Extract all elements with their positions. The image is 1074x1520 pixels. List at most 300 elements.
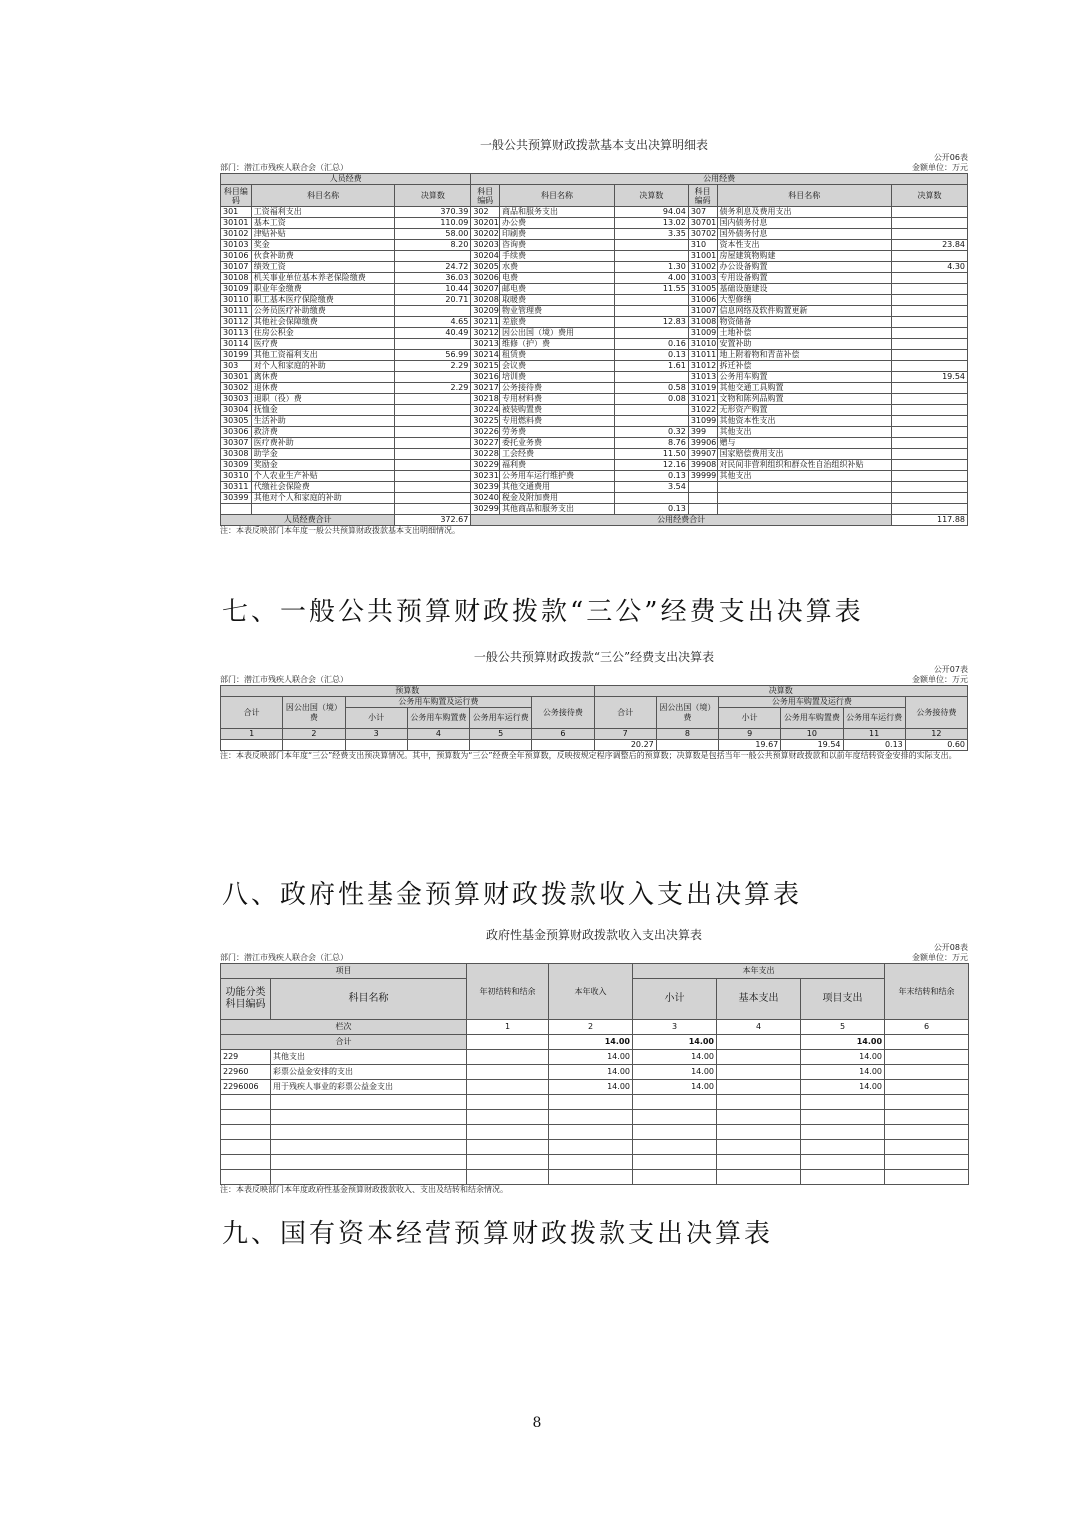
- name-cell: 税金及附加费用: [500, 493, 615, 504]
- name-cell: 退职（役）费: [251, 394, 395, 405]
- name-cell: 培训费: [500, 372, 615, 383]
- name-cell: 国家赔偿费用支出: [717, 449, 891, 460]
- empty-cell: [717, 1095, 801, 1110]
- name-cell: 其他工资福利支出: [251, 350, 395, 361]
- code-cell: 30106: [221, 251, 252, 262]
- empty-cell: [467, 1155, 549, 1170]
- name-cell: 地上附着物和青苗补偿: [717, 350, 891, 361]
- name-cell: 拆迁补偿: [717, 361, 891, 372]
- code-cell: [688, 504, 717, 515]
- amount-cell: 0.58: [614, 383, 688, 394]
- code-cell: 22960: [221, 1065, 271, 1080]
- code-cell: 30299: [471, 504, 500, 515]
- project-expense-header: 项目支出: [801, 979, 885, 1020]
- name-cell: 对个人和家庭的补助: [251, 361, 395, 372]
- table-code: 公开08表: [933, 943, 968, 952]
- total-value: [717, 1035, 801, 1050]
- amount-cell: [891, 295, 967, 306]
- name-cell: 电费: [500, 273, 615, 284]
- col-num: 10: [781, 729, 843, 740]
- code-cell: 30103: [221, 240, 252, 251]
- name-cell: 其他对个人和家庭的补助: [251, 493, 395, 504]
- car-buy-header: 公务用车购置费: [781, 708, 843, 729]
- amount-cell: 370.39: [395, 207, 471, 218]
- table-row: [221, 262, 968, 273]
- amount-cell: [395, 438, 471, 449]
- amount-cell: 94.04: [614, 207, 688, 218]
- car-run-header: 公务用车运行费: [470, 708, 532, 729]
- amount-cell: [891, 416, 967, 427]
- func-code-header: 功能分类科目编码: [221, 979, 271, 1020]
- amount-cell: [614, 251, 688, 262]
- project-header: 项目: [221, 964, 467, 979]
- amount-cell: [891, 471, 967, 482]
- table-row: [221, 1065, 969, 1080]
- amount-cell: [885, 1080, 969, 1095]
- code-cell: [688, 482, 717, 493]
- col-num: 1: [221, 729, 283, 740]
- code-cell: 39906: [688, 438, 717, 449]
- code-cell: 310: [688, 240, 717, 251]
- empty-row: [221, 1125, 969, 1140]
- name-cell: 对民间非营利组织和群众性自治组织补贴: [717, 460, 891, 471]
- code-cell: 30305: [221, 416, 252, 427]
- code-cell: 31021: [688, 394, 717, 405]
- table-note: 注：本表反映部门本年度政府性基金预算财政拨款收入、支出及结转和结余情况。: [220, 1185, 508, 1194]
- code-cell: 30226: [471, 427, 500, 438]
- col-num: 2: [283, 729, 345, 740]
- code-cell: 30213: [471, 339, 500, 350]
- reception-header: 公务接待费: [905, 697, 967, 729]
- empty-cell: [801, 1110, 885, 1125]
- empty-cell: [549, 1155, 633, 1170]
- amount-cell: [467, 1050, 549, 1065]
- value-row: [221, 740, 968, 751]
- code-cell: 30224: [471, 405, 500, 416]
- name-cell: 被装购置费: [500, 405, 615, 416]
- code-cell: 30203: [471, 240, 500, 251]
- total-value: 14.00: [549, 1035, 633, 1050]
- value-cell: [221, 740, 283, 751]
- amount-cell: 12.16: [614, 460, 688, 471]
- table-row: [221, 207, 968, 218]
- table-gov-fund-block: [220, 926, 968, 1195]
- table-body: [221, 207, 968, 515]
- code-cell: 301: [221, 207, 252, 218]
- empty-cell: [885, 1125, 969, 1140]
- name-cell: 助学金: [251, 449, 395, 460]
- col-num: 9: [719, 729, 781, 740]
- subtotal-header: 小计: [633, 979, 717, 1020]
- code-cell: 30102: [221, 229, 252, 240]
- table-row: [221, 416, 968, 427]
- amount-cell: [891, 218, 967, 229]
- table-row: [221, 438, 968, 449]
- amount-cell: 24.72: [395, 262, 471, 273]
- name-cell: 专用设备购置: [717, 273, 891, 284]
- amount-cell: [891, 273, 967, 284]
- amount-cell: [891, 306, 967, 317]
- code-cell: 31006: [688, 295, 717, 306]
- amount-cell: 0.08: [614, 394, 688, 405]
- amount-cell: [891, 229, 967, 240]
- table-row: [221, 372, 968, 383]
- code-cell: 30201: [471, 218, 500, 229]
- code-cell: 30202: [471, 229, 500, 240]
- code-cell: 30108: [221, 273, 252, 284]
- empty-cell: [801, 1170, 885, 1185]
- amount-cell: 2.29: [395, 383, 471, 394]
- name-cell: 维修（护）费: [500, 339, 615, 350]
- name-cell: 房屋建筑物购建: [717, 251, 891, 262]
- col-num: 4: [717, 1020, 801, 1035]
- amount-cell: [891, 207, 967, 218]
- empty-cell: [885, 1110, 969, 1125]
- name-cell: 其他社会保障缴费: [251, 317, 395, 328]
- name-cell: 职业年金缴费: [251, 284, 395, 295]
- empty-cell: [633, 1110, 717, 1125]
- name-cell: 办公费: [500, 218, 615, 229]
- unit: 金额单位：万元: [912, 953, 968, 962]
- column-label: 栏次: [221, 1020, 467, 1035]
- code-cell: 30399: [221, 493, 252, 504]
- code-cell: 30225: [471, 416, 500, 427]
- name-cell: 国内债务付息: [717, 218, 891, 229]
- code-cell: 31099: [688, 416, 717, 427]
- col-num: 1: [467, 1020, 549, 1035]
- name-cell: 工资福利支出: [251, 207, 395, 218]
- code-cell: 30110: [221, 295, 252, 306]
- name-cell: [251, 504, 395, 515]
- col-num: 6: [532, 729, 594, 740]
- amount-cell: [467, 1080, 549, 1095]
- col-num: 11: [843, 729, 905, 740]
- name-cell: 退休费: [251, 383, 395, 394]
- code-cell: 30308: [221, 449, 252, 460]
- code-cell: 30214: [471, 350, 500, 361]
- code-cell: 31008: [688, 317, 717, 328]
- amount-cell: [395, 504, 471, 515]
- name-cell: 资本性支出: [717, 240, 891, 251]
- section-heading-9: 九、国有资本经营预算财政拨款支出决算表: [222, 1219, 774, 1249]
- amount-cell: [614, 295, 688, 306]
- three-public-table: [220, 685, 968, 751]
- code-cell: 30109: [221, 284, 252, 295]
- empty-cell: [467, 1095, 549, 1110]
- name-cell: 专用材料费: [500, 394, 615, 405]
- amount-cell: [395, 372, 471, 383]
- value-cell: 19.54: [781, 740, 843, 751]
- empty-cell: [549, 1095, 633, 1110]
- table-row: [221, 218, 968, 229]
- table-row: [221, 306, 968, 317]
- table-row: [221, 1080, 969, 1095]
- amount-cell: [614, 405, 688, 416]
- code-cell: 30229: [471, 460, 500, 471]
- name-cell: 咨询费: [500, 240, 615, 251]
- code-cell: 30205: [471, 262, 500, 273]
- value-cell: 20.27: [594, 740, 656, 751]
- name-cell: 救济费: [251, 427, 395, 438]
- name-cell: 租赁费: [500, 350, 615, 361]
- empty-cell: [801, 1125, 885, 1140]
- table-row: [221, 350, 968, 361]
- name-cell: 会议费: [500, 361, 615, 372]
- code-cell: 30107: [221, 262, 252, 273]
- begin-balance-header: 年初结转和结余: [467, 964, 549, 1020]
- table-row: [221, 273, 968, 284]
- amount-cell: [395, 449, 471, 460]
- name-cell: 其他资本性支出: [717, 416, 891, 427]
- name-cell: 信息网络及软件购置更新: [717, 306, 891, 317]
- amount-cell: 10.44: [395, 284, 471, 295]
- amount-cell: [891, 449, 967, 460]
- name-cell: 因公出国（境）费用: [500, 328, 615, 339]
- total-value: [885, 1035, 969, 1050]
- code-cell: 399: [688, 427, 717, 438]
- empty-cell: [549, 1170, 633, 1185]
- name-cell: 安置补助: [717, 339, 891, 350]
- amount-cell: 19.54: [891, 372, 967, 383]
- amount-cell: [891, 438, 967, 449]
- empty-cell: [467, 1140, 549, 1155]
- code-cell: 39907: [688, 449, 717, 460]
- empty-cell: [467, 1170, 549, 1185]
- name-cell: 取暖费: [500, 295, 615, 306]
- code-cell: 30218: [471, 394, 500, 405]
- empty-cell: [221, 1125, 271, 1140]
- column-number-row: [221, 729, 968, 740]
- code-cell: 30310: [221, 471, 252, 482]
- amount-cell: 14.00: [801, 1050, 885, 1065]
- department: 部门：潜江市残疾人联合会（汇总）: [220, 675, 348, 684]
- department: 部门：潜江市残疾人联合会（汇总）: [220, 953, 348, 962]
- budget-header: 预算数: [221, 686, 595, 697]
- amount-cell: 3.54: [614, 482, 688, 493]
- header-amount: 决算数: [891, 185, 967, 207]
- amount-cell: [891, 361, 967, 372]
- empty-row: [221, 1155, 969, 1170]
- name-cell: 绩效工资: [251, 262, 395, 273]
- amount-cell: 0.13: [614, 504, 688, 515]
- code-cell: 31002: [688, 262, 717, 273]
- empty-cell: [633, 1170, 717, 1185]
- empty-cell: [221, 1155, 271, 1170]
- basic-expense-table: [220, 173, 968, 526]
- amount-cell: 0.13: [614, 350, 688, 361]
- amount-cell: [395, 493, 471, 504]
- table-row: [221, 493, 968, 504]
- empty-cell: [221, 1140, 271, 1155]
- name-cell: 债务利息及费用支出: [717, 207, 891, 218]
- amount-cell: 14.00: [549, 1065, 633, 1080]
- value-cell: [470, 740, 532, 751]
- amount-cell: 14.00: [633, 1050, 717, 1065]
- amount-cell: 14.00: [801, 1080, 885, 1095]
- col-num: 3: [633, 1020, 717, 1035]
- code-cell: 307: [688, 207, 717, 218]
- end-balance-header: 年末结转和结余: [885, 964, 969, 1020]
- code-cell: 30209: [471, 306, 500, 317]
- amount-cell: [395, 339, 471, 350]
- empty-cell: [885, 1170, 969, 1185]
- col-num: 4: [407, 729, 469, 740]
- table-row: [221, 240, 968, 251]
- amount-cell: 0.16: [614, 339, 688, 350]
- amount-cell: 14.00: [633, 1065, 717, 1080]
- amount-cell: [717, 1080, 801, 1095]
- code-cell: 31011: [688, 350, 717, 361]
- empty-cell: [221, 1170, 271, 1185]
- value-cell: 0.60: [905, 740, 967, 751]
- page-number: 8: [532, 1415, 542, 1431]
- empty-cell: [271, 1095, 467, 1110]
- amount-cell: [891, 460, 967, 471]
- basic-header: 基本支出: [717, 979, 801, 1020]
- name-cell: 个人农业生产补贴: [251, 471, 395, 482]
- col-num: 6: [885, 1020, 969, 1035]
- code-cell: 31013: [688, 372, 717, 383]
- table-row: [221, 361, 968, 372]
- name-cell: 机关事业单位基本养老保险缴费: [251, 273, 395, 284]
- header-name: 科目名称: [251, 185, 395, 207]
- table-row: [221, 251, 968, 262]
- table-note: 注：本表反映部门本年度一般公共预算财政拨款基本支出明细情况。: [220, 526, 460, 535]
- table-row: [221, 317, 968, 328]
- amount-cell: 58.00: [395, 229, 471, 240]
- table-row: [221, 328, 968, 339]
- amount-cell: [614, 493, 688, 504]
- name-cell: 职工基本医疗保险缴费: [251, 295, 395, 306]
- empty-row: [221, 1170, 969, 1185]
- amount-cell: [614, 372, 688, 383]
- total-public-label: 公用经费合计: [471, 515, 892, 526]
- amount-cell: [891, 339, 967, 350]
- amount-cell: [891, 493, 967, 504]
- name-cell: 邮电费: [500, 284, 615, 295]
- amount-cell: [395, 482, 471, 493]
- name-cell: 水费: [500, 262, 615, 273]
- empty-cell: [633, 1140, 717, 1155]
- amount-cell: [395, 394, 471, 405]
- amount-cell: [891, 504, 967, 515]
- empty-cell: [633, 1155, 717, 1170]
- empty-cell: [549, 1110, 633, 1125]
- code-cell: 30306: [221, 427, 252, 438]
- name-cell: 公务用车购置: [717, 372, 891, 383]
- value-cell: 19.67: [719, 740, 781, 751]
- name-cell: 公务接待费: [500, 383, 615, 394]
- unit: 金额单位：万元: [912, 163, 968, 172]
- total-personnel-label: 人员经费合计: [221, 515, 395, 526]
- name-cell: 抚恤金: [251, 405, 395, 416]
- expense-header: 本年支出: [633, 964, 885, 979]
- code-cell: [221, 504, 252, 515]
- code-cell: 30302: [221, 383, 252, 394]
- value-cell: 0.13: [843, 740, 905, 751]
- table-row: [221, 471, 968, 482]
- code-cell: 30231: [471, 471, 500, 482]
- code-cell: 31019: [688, 383, 717, 394]
- name-cell: 奖金: [251, 240, 395, 251]
- name-cell: 代缴社会保险费: [251, 482, 395, 493]
- total-public-value: 117.88: [891, 515, 967, 526]
- header-name: 科目名称: [500, 185, 615, 207]
- col-num: 12: [905, 729, 967, 740]
- empty-cell: [271, 1155, 467, 1170]
- empty-cell: [271, 1125, 467, 1140]
- empty-cell: [885, 1095, 969, 1110]
- name-cell: 商品和服务支出: [500, 207, 615, 218]
- header-amount: 决算数: [395, 185, 471, 207]
- section-public: 公用经费: [471, 174, 968, 185]
- amount-cell: [891, 350, 967, 361]
- name-cell: 文物和陈列品购置: [717, 394, 891, 405]
- table-title: 一般公共预算财政拨款基本支出决算明细表: [479, 138, 708, 152]
- empty-row: [221, 1095, 969, 1110]
- amount-cell: 14.00: [549, 1050, 633, 1065]
- amount-cell: 4.00: [614, 273, 688, 284]
- code-cell: 30112: [221, 317, 252, 328]
- amount-cell: [395, 251, 471, 262]
- empty-cell: [271, 1170, 467, 1185]
- code-cell: 302: [471, 207, 500, 218]
- name-cell: 其他支出: [271, 1050, 467, 1065]
- table-code: 公开06表: [933, 153, 968, 162]
- amount-cell: [395, 416, 471, 427]
- empty-cell: [885, 1155, 969, 1170]
- name-cell: 专用燃料费: [500, 416, 615, 427]
- table-title: 一般公共预算财政拨款“三公”经费支出决算表: [473, 650, 715, 664]
- car-run-header: 公务用车运行费: [843, 708, 905, 729]
- amount-cell: [891, 394, 967, 405]
- empty-cell: [717, 1155, 801, 1170]
- unit: 金额单位：万元: [912, 675, 968, 684]
- amount-cell: 11.50: [614, 449, 688, 460]
- table-row: [221, 295, 968, 306]
- amount-cell: [891, 482, 967, 493]
- amount-cell: [467, 1065, 549, 1080]
- code-cell: 30199: [221, 350, 252, 361]
- col-num: 5: [470, 729, 532, 740]
- code-cell: 39908: [688, 460, 717, 471]
- header-code: 科目编码: [471, 185, 500, 207]
- code-cell: 31007: [688, 306, 717, 317]
- code-cell: 30307: [221, 438, 252, 449]
- code-cell: 30301: [221, 372, 252, 383]
- amount-cell: 14.00: [633, 1080, 717, 1095]
- table-row: [221, 449, 968, 460]
- code-cell: 30311: [221, 482, 252, 493]
- amount-cell: 3.35: [614, 229, 688, 240]
- income-header: 本年收入: [549, 964, 633, 1020]
- amount-cell: 11.55: [614, 284, 688, 295]
- table-body: [221, 1050, 969, 1185]
- table-row: [221, 427, 968, 438]
- table-row: [221, 394, 968, 405]
- amount-cell: [395, 306, 471, 317]
- total-value: 14.00: [801, 1035, 885, 1050]
- name-cell: 离休费: [251, 372, 395, 383]
- subtotal-header: 小计: [719, 708, 781, 729]
- amount-cell: [614, 328, 688, 339]
- amount-cell: [891, 251, 967, 262]
- table-row: [221, 405, 968, 416]
- amount-cell: [891, 427, 967, 438]
- subtotal-header: 小计: [345, 708, 407, 729]
- empty-cell: [467, 1125, 549, 1140]
- car-group-header: 公务用车购置及运行费: [345, 697, 532, 708]
